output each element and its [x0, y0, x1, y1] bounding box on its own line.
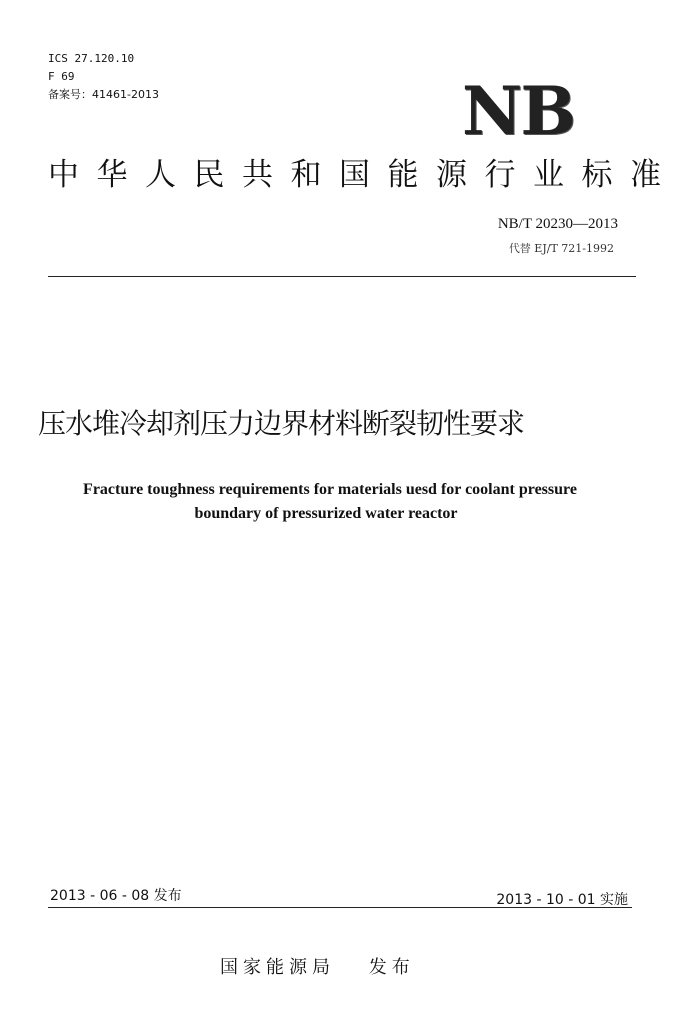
- header-divider: [48, 276, 636, 277]
- classification-code: F 69: [48, 70, 75, 83]
- record-number: 备案号：41461-2013: [48, 88, 159, 101]
- document-title-en-line1: Fracture toughness requirements for materials uesd for coolant pressure: [83, 481, 577, 498]
- footer-divider: [48, 907, 632, 908]
- document-title-en-line2: boundary of pressurized water reactor: [194, 505, 458, 522]
- publish-date: 2013 - 06 - 08 发布: [50, 888, 182, 904]
- standard-number: NB/T 20230—2013: [497, 216, 618, 232]
- issuing-authority: 国家能源局 发布: [220, 957, 415, 978]
- ics-code: ICS 27.120.10: [48, 52, 135, 65]
- nb-logo: NB: [462, 72, 575, 150]
- effective-date: 2013 - 10 - 01 实施: [496, 892, 628, 908]
- standard-category-title: 中华人民共和国能源行业标准: [48, 157, 679, 193]
- document-title-cn: 压水堆冷却剂压力边界材料断裂韧性要求: [38, 407, 525, 440]
- replaces-standard: 代替 EJ/T 721-1992: [508, 242, 614, 255]
